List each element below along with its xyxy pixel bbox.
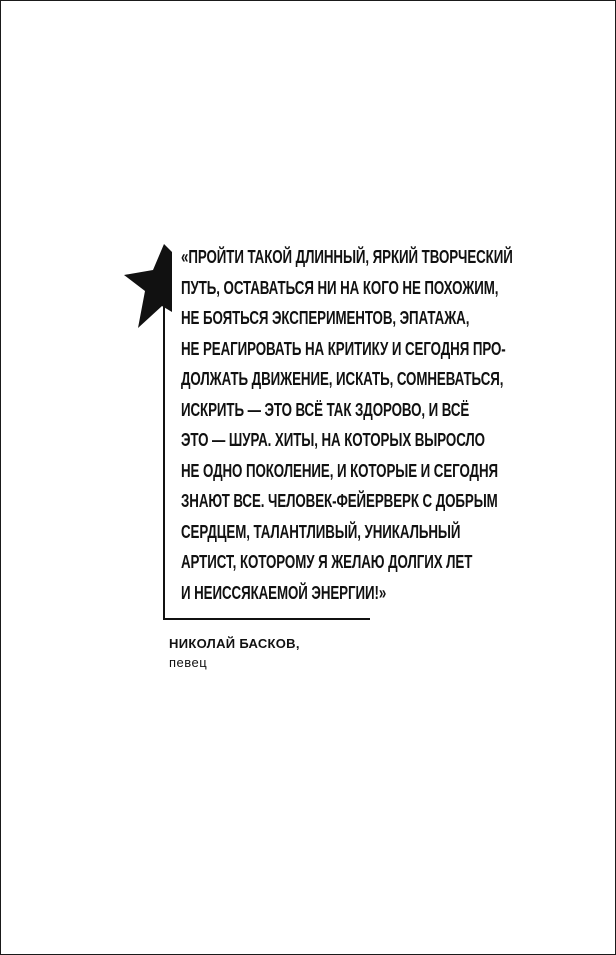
quote-line: ДОЛЖАТЬ ДВИЖЕНИЕ, ИСКАТЬ, СОМНЕВАТЬСЯ,: [181, 369, 504, 389]
quote-line: «ПРОЙТИ ТАКОЙ ДЛИННЫЙ, ЯРКИЙ ТВОРЧЕСКИЙ: [181, 247, 513, 267]
author-role: певец: [169, 655, 208, 670]
author-name: НИКОЛАЙ БАСКОВ,: [169, 636, 300, 651]
quote-line: НЕ РЕАГИРОВАТЬ НА КРИТИКУ И СЕГОДНЯ ПРО-: [181, 338, 506, 359]
quote-line: СЕРДЦЕМ, ТАЛАНТЛИВЫЙ, УНИКАЛЬНЫЙ: [181, 521, 461, 542]
quote-bracket-vertical: [163, 248, 165, 619]
quote-line: НЕ БОЯТЬСЯ ЭКСПЕРИМЕНТОВ, ЭПАТАЖА,: [181, 308, 470, 328]
quote-line: ЭТО — ШУРА. ХИТЫ, НА КОТОРЫХ ВЫРОСЛО: [181, 430, 485, 450]
quote-line: ИСКРИТЬ — ЭТО ВСЁ ТАК ЗДОРОВО, И ВСЁ: [181, 399, 470, 420]
star-icon: [124, 244, 172, 328]
quote-line: ЗНАЮТ ВСЕ. ЧЕЛОВЕК-ФЕЙЕРВЕРК С ДОБРЫМ: [181, 491, 498, 511]
quote-line: НЕ ОДНО ПОКОЛЕНИЕ, И КОТОРЫЕ И СЕГОДНЯ: [181, 460, 499, 481]
quote-line: ПУТЬ, ОСТАВАТЬСЯ НИ НА КОГО НЕ ПОХОЖИМ,: [181, 277, 499, 298]
quote-line: АРТИСТ, КОТОРОМУ Я ЖЕЛАЮ ДОЛГИХ ЛЕТ: [181, 552, 473, 572]
quote-line: И НЕИССЯКАЕМОЙ ЭНЕРГИИ!»: [181, 582, 387, 603]
quote-text: [181, 242, 521, 608]
quote-bracket-horizontal: [163, 618, 370, 620]
